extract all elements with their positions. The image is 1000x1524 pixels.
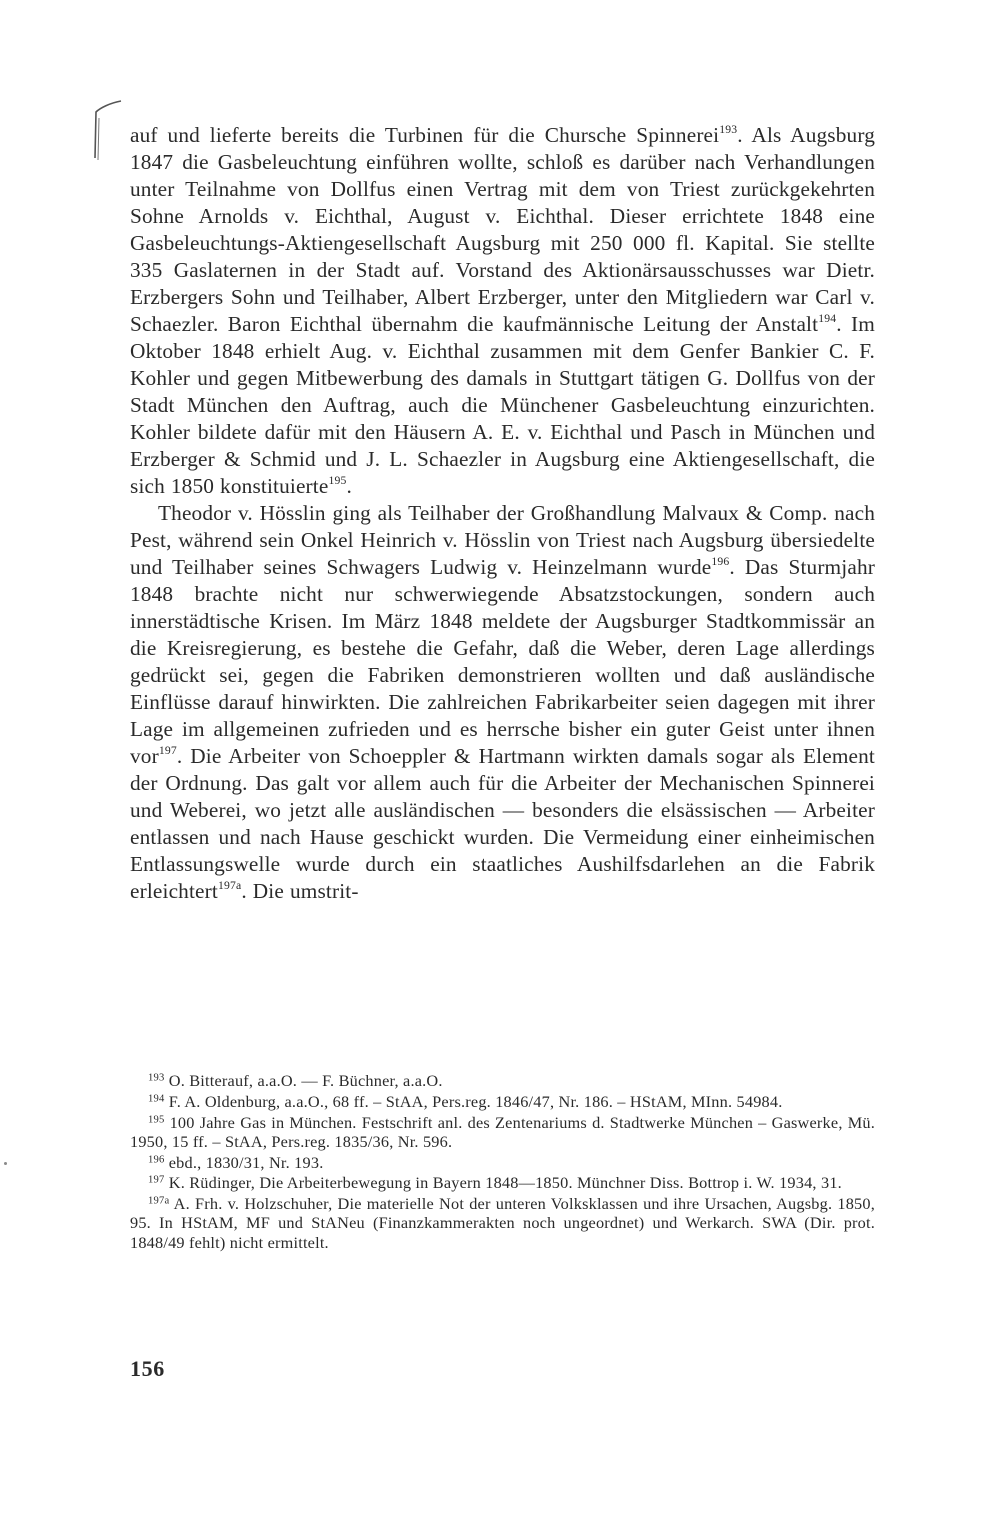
body-text	[130, 122, 875, 905]
footnote-text: F. A. Oldenburg, a.a.O., 68 ff. – StAA, Pers.reg. 1846/47, Nr. 186. – HStAM, MInn. 54984.	[164, 1091, 783, 1111]
paragraph-text: . Im Oktober 1848 erhielt Aug. v. Eichthal zusammen mit dem Genfer Bankier C. F. Kohler und gegen Mitbewerbung des damals in Stuttgart tätigen G. Dollfus von der Stadt München den Auftrag, auch die Münchener Gasbeleuchtung einzurichten. Kohler bildete dafür mit den Häusern A. E. v. Eichthal und Pasch in München und Erzberger & Schmid und J. L. Schaezler in Augsburg eine Aktiengesellschaft, die sich 1850 konstituierte	[130, 312, 876, 498]
footnote-number: 193	[148, 1072, 165, 1084]
footnote	[130, 1071, 875, 1090]
footnote-number: 194	[148, 1093, 165, 1105]
footnote-reference[interactable]: 194	[818, 312, 837, 326]
footnote	[130, 1153, 875, 1172]
footnote-number: 196	[148, 1154, 165, 1166]
margin-bracket-mark	[88, 100, 126, 164]
footnote-number: 197a	[148, 1195, 170, 1207]
footnote	[130, 1092, 875, 1111]
footnote-reference[interactable]: 193	[719, 123, 738, 137]
paragraph-text: . Die Arbeiter von Schoeppler & Hartmann wirkten damals sogar als Element der Ordnung. Das galt vor allem auch für die Arbeiter der Mechanischen Spinnerei und Weberei, wo jetzt alle ausländischen — besonders die elsässischen — Arbeiter entlassen und nach Hause geschickt wurden. Die Vermeidung einer einheimischen Entlassungswelle wurde durch ein staatliches Aushilfsdarlehen an die Fabrik erleichtert	[130, 744, 875, 903]
footnote-reference[interactable]: 197	[158, 744, 177, 758]
paragraph-text: . Als Augsburg 1847 die Gasbeleuchtung einführen wollte, schloß es darüber nach Verhandlungen unter Teilnahme von Dollfus einen Vertrag mit dem von Triest zurückgekehrten Sohne Arnolds v. Eichthal, August v. Eichthal. Dieser errichtete 1848 eine Gasbeleuchtungs-Aktiengesellschaft Augsburg mit 250 000 fl. Kapital. Sie stellte 335 Gaslaternen in der Stadt auf. Vorstand des Aktionärsausschusses war Dietr. Erzbergers Sohn und Teilhaber, Albert Erzberger, unter den Mitgliedern war Carl v. Schaezler. Baron Eichthal übernahm die kaufmännische Leitung der Anstalt	[130, 123, 875, 336]
footnote-reference[interactable]: 195	[328, 474, 347, 488]
paragraph-text: auf und lieferte bereits die Turbinen für die Chursche Spinnerei	[130, 123, 720, 147]
footnote-text: 100 Jahre Gas in München. Festschrift anl. des Zentenariums d. Stadtwerke München – Gaswerke, Mü. 1950, 15 ff. – StAA, Pers.reg. 1835/36, Nr. 596.	[130, 1112, 875, 1151]
footnote-reference[interactable]: 196	[711, 555, 730, 569]
footnotes	[130, 1071, 875, 1253]
page-number: 156	[130, 1356, 165, 1381]
paragraph-text: Theodor v. Hösslin ging als Teilhaber der Großhandlung Malvaux & Comp. nach Pest, während sein Onkel Heinrich v. Hösslin von Triest nach Augsburg übersiedelte und Teilhaber seines Schwagers Ludwig v. Heinzelmann wurde	[130, 501, 875, 579]
paragraph-text: .	[346, 474, 352, 498]
footnote-text: ebd., 1830/31, Nr. 193.	[164, 1152, 324, 1172]
footnote-reference[interactable]: 197a	[217, 879, 242, 893]
footnote-text: A. Frh. v. Holzschuher, Die materielle Not der unteren Volksklassen und ihre Ursachen, Augsbg. 1850, 95. In HStAM, MF und StANeu (Finanzkammerakten noch ungeordnet) und Werkarch. SWA (Dir. prot. 1848/49 fehlt) nicht ermittelt.	[130, 1194, 875, 1252]
footnote-number: 195	[148, 1114, 165, 1126]
footnote-number: 197	[148, 1175, 165, 1187]
paragraph	[130, 122, 875, 500]
paragraph-text: . Die umstrit-	[241, 879, 359, 903]
paragraph	[130, 500, 875, 905]
footnote-text: K. Rüdinger, Die Arbeiterbewegung in Bayern 1848—1850. Münchner Diss. Bottrop i. W. 1934, 31.	[164, 1173, 842, 1193]
scan-speck	[4, 1162, 7, 1165]
footnote	[130, 1194, 875, 1252]
footnote	[130, 1173, 875, 1192]
footnote-text: O. Bitterauf, a.a.O. — F. Büchner, a.a.O.	[164, 1071, 443, 1090]
footnote	[130, 1113, 875, 1151]
paragraph-text: . Das Sturmjahr 1848 brachte nicht nur schwerwiegende Absatzstockungen, sondern auch innerstädtische Krisen. Im März 1848 meldete der Augsburger Stadtkommissär an die Kreisregierung, es bestehe die Gefahr, daß die Weber, deren Lage allerdings gedrückt sei, gegen die Fabriken demonstrieren wollten und daß ausländische Einflüsse darauf hinwirkten. Die zahlreichen Fabrikarbeiter seien dagegen mit ihrer Lage im allgemeinen zufrieden und es herrsche bisher ein guter Geist unter ihnen vor	[130, 555, 875, 768]
